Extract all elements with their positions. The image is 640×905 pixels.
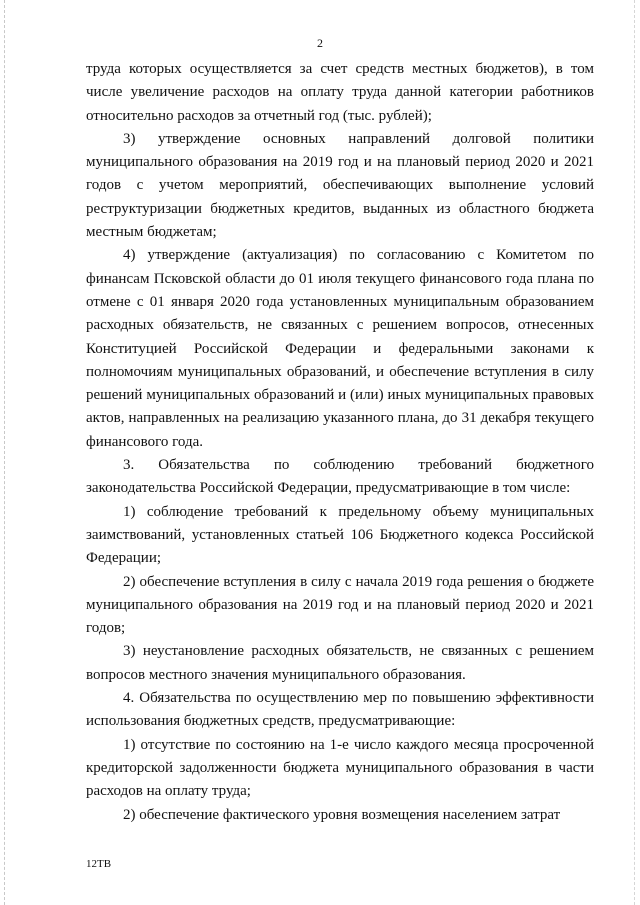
page-number: 2: [317, 36, 323, 50]
paragraph: 2) обеспечение фактического уровня возмещения населением затрат: [123, 806, 561, 823]
paragraph: 1) отсутствие по состоянию на 1-е число каждого месяца просроченной кредиторской задолженности бюджета муниципального образования в части расходов на оплату труда;: [86, 736, 594, 800]
paragraph: 3) неустановление расходных обязательств, не связанных с решением вопросов местного значения муниципального образования.: [86, 643, 594, 683]
paragraph: 3. Обязательства по соблюдению требований бюджетного законодательства Российской Федерации, предусматривающие в том числе:: [86, 457, 594, 497]
document-body: [86, 58, 594, 827]
paragraph: труда которых осуществляется за счет средств местных бюджетов), в том числе увеличение расходов на оплату труда данной категории работников относительно расходов за отчетный год (тыс. рублей);: [86, 61, 594, 124]
scan-edge-left: [4, 0, 6, 905]
paragraph: 1) соблюдение требований к предельному объему муниципальных заимствований, установленных статьей 106 Бюджетного кодекса Российской Федерации;: [86, 503, 594, 567]
paragraph: 4) утверждение (актуализация) по согласованию с Комитетом по финансам Псковской области до 01 июля текущего финансового года плана по отмене с 01 января 2020 года установленных муниципальным образованием расходных обязательств, не связанных с решением вопросов, отнесенных Конституцией Российской Федерации и федеральными законами к полномочиям муниципальных образований, и обеспечение вступления в силу решений муниципальных образований и (или) иных муниципальных правовых актов, направленных на реализацию указанного плана, до 31 декабря текущего финансового года.: [86, 247, 594, 450]
paragraph: 3) утверждение основных направлений долговой политики муниципального образования на 2019 год и на плановый период 2020 и 2021 годов с учетом мероприятий, обеспечивающих выполнение условий реструктуризации бюджетных кредитов, выданных из областного бюджета местным бюджетам;: [86, 130, 594, 241]
paragraph: 2) обеспечение вступления в силу с начала 2019 года решения о бюджете муниципального образования на 2019 год и на плановый период 2020 и 2021 годов;: [86, 573, 594, 637]
scan-edge-right: [634, 0, 636, 905]
paragraph: 4. Обязательства по осуществлению мер по повышению эффективности использования бюджетных средств, предусматривающие:: [86, 690, 594, 730]
footer-document-code: 12ТВ: [86, 858, 112, 870]
